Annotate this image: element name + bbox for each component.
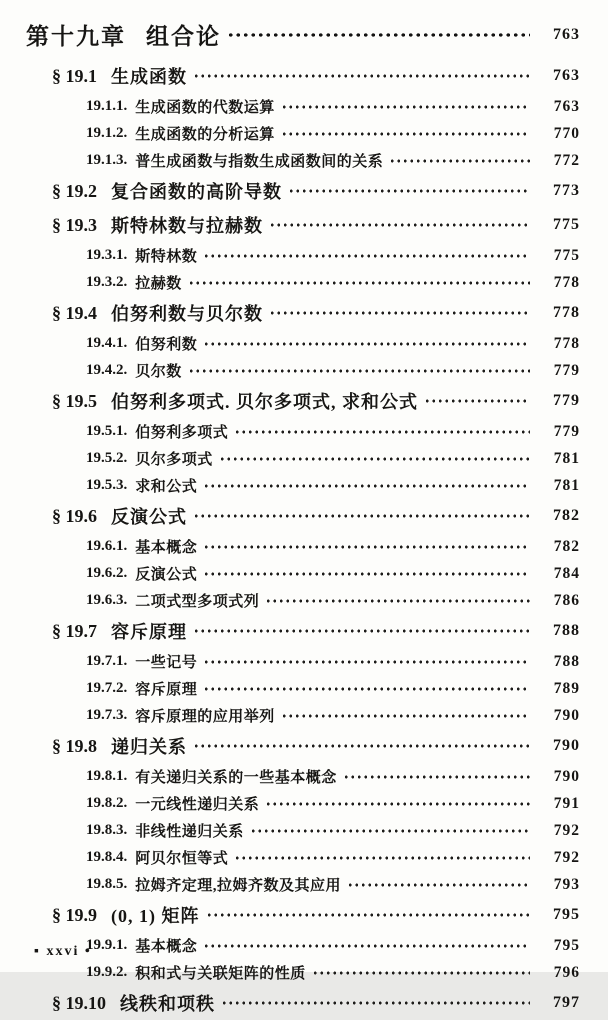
entry-number: § 19.4 [52, 302, 97, 323]
entry-title: 二项式型多项式列 [135, 594, 260, 610]
dot-leader [343, 774, 530, 780]
entry-number: 19.4.1. [86, 335, 128, 351]
dot-leader [221, 1000, 530, 1006]
entry-title: 普生成函数与指数生成函数间的关系 [135, 154, 384, 170]
toc-entries [24, 59, 580, 1020]
entry-title: 基本概念 [135, 540, 198, 556]
entry-page-number: 790 [553, 706, 580, 724]
entry-title: 反演公式 [111, 507, 187, 527]
entry-page-number: 789 [553, 679, 580, 697]
dot-leader [193, 513, 530, 519]
entry-page-number: 797 [553, 994, 580, 1011]
entry-page-number: 779 [553, 361, 580, 379]
entry-number: § 19.10 [52, 992, 106, 1013]
entry-page-number: 781 [553, 449, 580, 467]
dot-leader [312, 970, 530, 976]
entry-title: 递归关系 [111, 737, 187, 757]
toc-row-19.7 [24, 614, 580, 648]
dot-leader [203, 943, 530, 949]
entry-page-number: 775 [553, 216, 580, 233]
entry-page-number: 786 [553, 591, 580, 609]
toc-row-19.8.4 [24, 844, 580, 871]
entry-title: 容斥原理 [111, 622, 187, 642]
toc-row-19.8.5 [24, 871, 580, 898]
entry-number: § 19.9 [52, 904, 97, 925]
dot-leader [203, 544, 530, 550]
entry-number: § 19.8 [52, 735, 97, 756]
entry-number: § 19.5 [52, 390, 97, 411]
entry-number: 19.7.1. [86, 653, 128, 669]
toc-row-19.1.3 [24, 147, 580, 174]
toc-row-19.6.2 [24, 560, 580, 587]
toc-row-19.6.1 [24, 533, 580, 560]
entry-number: 19.5.3. [86, 477, 128, 493]
entry-title: 线秩和项秩 [120, 994, 215, 1014]
folio-page-label: ▪ xxvi • [34, 944, 92, 959]
toc-row-19.7.2 [24, 675, 580, 702]
entry-number: 19.8.2. [86, 795, 128, 811]
entry-page-number: 763 [553, 67, 580, 84]
chapter-title: 组合论 [146, 24, 221, 49]
toc-row-19.6 [24, 499, 580, 533]
entry-title: 伯努利多项式. 贝尔多项式, 求和公式 [111, 392, 418, 412]
chapter-heading-row [24, 14, 580, 59]
entry-number: § 19.3 [52, 214, 97, 235]
dot-leader [265, 598, 530, 604]
dot-leader [188, 280, 530, 286]
dot-leader [389, 158, 530, 164]
entry-number: 19.6.1. [86, 538, 128, 554]
toc-row-19.9.2 [24, 959, 580, 986]
entry-page-number: 788 [553, 622, 580, 639]
entry-number: 19.9.2. [86, 964, 128, 980]
toc-row-19.1.2 [24, 120, 580, 147]
entry-number: 19.6.2. [86, 565, 128, 581]
toc-row-19.2 [24, 174, 580, 208]
toc-row-19.4 [24, 296, 580, 330]
entry-number: 19.4.2. [86, 362, 128, 378]
toc-row-19.9.1 [24, 932, 580, 959]
entry-page-number: 793 [553, 875, 580, 893]
dot-leader [269, 310, 530, 316]
entry-page-number: 792 [553, 821, 580, 839]
entry-title: 积和式与关联矩阵的性质 [135, 966, 306, 982]
dot-leader [281, 104, 530, 110]
toc-row-19.5.3 [24, 472, 580, 499]
entry-title: 伯努利数与贝尔数 [111, 304, 263, 324]
entry-title: 一些记号 [135, 655, 198, 671]
dot-leader [203, 341, 530, 347]
entry-page-number: 795 [553, 906, 580, 923]
entry-page-number: 782 [553, 537, 580, 555]
entry-page-number: 778 [553, 273, 580, 291]
entry-title: 容斥原理 [135, 682, 198, 698]
entry-page-number: 770 [553, 124, 580, 142]
toc-row-19.8.2 [24, 790, 580, 817]
dot-leader [203, 686, 530, 692]
toc-row-19.3.1 [24, 242, 580, 269]
toc-row-19.3 [24, 208, 580, 242]
dot-leader [188, 368, 530, 374]
entry-title: 贝尔数 [135, 364, 182, 380]
entry-title: 复合函数的高阶导数 [111, 182, 282, 202]
toc-row-19.7.3 [24, 702, 580, 729]
toc-row-19.10 [24, 986, 580, 1020]
entry-page-number: 773 [553, 182, 580, 199]
entry-number: 19.8.4. [86, 849, 128, 865]
entry-number: 19.5.2. [86, 450, 128, 466]
dot-leader [234, 429, 530, 435]
dot-leader [347, 882, 530, 888]
entry-number: 19.9.1. [86, 937, 128, 953]
dot-leader [203, 253, 530, 259]
dot-leader [193, 628, 530, 634]
toc-row-19.5.1 [24, 418, 580, 445]
entry-page-number: 796 [553, 963, 580, 981]
dot-leader [281, 713, 530, 719]
dot-leader [269, 222, 530, 228]
entry-title: 生成函数的代数运算 [135, 100, 275, 116]
dot-leader [193, 743, 530, 749]
dot-leader [424, 398, 530, 404]
dot-leader [206, 912, 531, 918]
entry-title: 一元线性递归关系 [135, 797, 260, 813]
entry-title: 贝尔多项式 [135, 452, 213, 468]
entry-title: 拉赫数 [135, 276, 182, 292]
entry-title: 反演公式 [135, 567, 198, 583]
entry-title: 有关递归关系的一些基本概念 [135, 770, 337, 786]
toc-row-19.8.3 [24, 817, 580, 844]
entry-number: 19.1.2. [86, 125, 128, 141]
entry-title: 非线性递归关系 [135, 824, 244, 840]
entry-title: (0, 1) 矩阵 [111, 906, 200, 926]
entry-page-number: 790 [553, 767, 580, 785]
entry-title: 拉姆齐定理,拉姆齐数及其应用 [135, 878, 342, 894]
entry-page-number: 792 [553, 848, 580, 866]
entry-number: 19.1.1. [86, 98, 128, 114]
entry-page-number: 778 [553, 304, 580, 321]
dot-leader [219, 456, 530, 462]
dot-leader [227, 32, 530, 38]
entry-number: 19.1.3. [86, 152, 128, 168]
toc-row-19.9 [24, 898, 580, 932]
entry-page-number: 784 [553, 564, 580, 582]
toc-row-19.8.1 [24, 763, 580, 790]
dot-leader [234, 855, 530, 861]
chapter-page-number: 763 [553, 25, 580, 43]
toc-row-19.4.2 [24, 357, 580, 384]
entry-number: 19.6.3. [86, 592, 128, 608]
dot-leader [288, 188, 530, 194]
entry-title: 斯特林数 [135, 249, 198, 265]
entry-page-number: 779 [553, 422, 580, 440]
entry-title: 容斥原理的应用举列 [135, 709, 275, 725]
entry-number: § 19.1 [52, 65, 97, 86]
entry-page-number: 779 [553, 392, 580, 409]
entry-number: 19.7.3. [86, 707, 128, 723]
dot-leader [250, 828, 530, 834]
entry-number: 19.8.5. [86, 876, 128, 892]
entry-page-number: 772 [553, 151, 580, 169]
entry-page-number: 778 [553, 334, 580, 352]
toc-row-19.1 [24, 59, 580, 93]
entry-page-number: 781 [553, 476, 580, 494]
entry-number: 19.3.2. [86, 274, 128, 290]
dot-leader [265, 801, 530, 807]
toc-row-19.8 [24, 729, 580, 763]
toc-row-19.4.1 [24, 330, 580, 357]
entry-title: 生成函数 [111, 67, 187, 87]
entry-number: § 19.2 [52, 180, 97, 201]
entry-title: 阿贝尔恒等式 [135, 851, 229, 867]
dot-leader [203, 659, 530, 665]
entry-title: 伯努利多项式 [135, 425, 229, 441]
toc-row-19.6.3 [24, 587, 580, 614]
entry-title: 生成函数的分析运算 [135, 127, 275, 143]
toc-row-19.1.1 [24, 93, 580, 120]
entry-page-number: 763 [553, 97, 580, 115]
entry-page-number: 788 [553, 652, 580, 670]
dot-leader [281, 131, 530, 137]
chapter-number: 第十九章 [26, 24, 126, 49]
entry-number: 19.8.3. [86, 822, 128, 838]
toc-row-19.7.1 [24, 648, 580, 675]
entry-number: 19.7.2. [86, 680, 128, 696]
entry-page-number: 782 [553, 507, 580, 524]
entry-title: 基本概念 [135, 939, 198, 955]
toc-row-19.5 [24, 384, 580, 418]
entry-page-number: 775 [553, 246, 580, 264]
entry-number: § 19.7 [52, 620, 97, 641]
entry-page-number: 790 [553, 737, 580, 754]
entry-number: 19.5.1. [86, 423, 128, 439]
entry-page-number: 791 [553, 794, 580, 812]
entry-title: 求和公式 [135, 479, 198, 495]
dot-leader [193, 73, 530, 79]
toc-row-19.5.2 [24, 445, 580, 472]
dot-leader [203, 483, 530, 489]
entry-number: 19.8.1. [86, 768, 128, 784]
entry-title: 伯努利数 [135, 337, 198, 353]
entry-title: 斯特林数与拉赫数 [111, 216, 263, 236]
entry-number: 19.3.1. [86, 247, 128, 263]
dot-leader [203, 571, 530, 577]
entry-number: § 19.6 [52, 505, 97, 526]
entry-page-number: 795 [553, 936, 580, 954]
toc-row-19.3.2 [24, 269, 580, 296]
